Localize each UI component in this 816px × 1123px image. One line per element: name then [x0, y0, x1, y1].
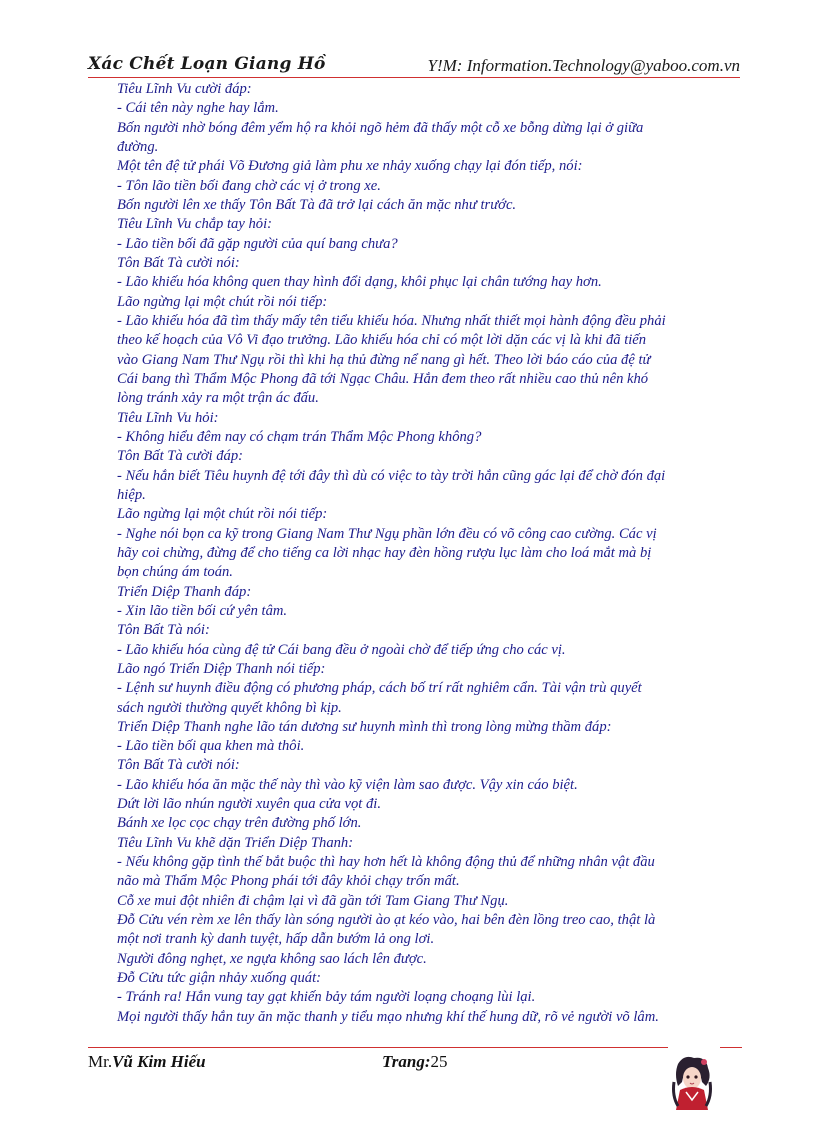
author-name: Vũ Kim Hiếu [112, 1052, 206, 1071]
header-email: Y!M: Information.Technology@yaboo.com.vn [427, 56, 740, 75]
text-line: Mọi người thấy hắn tuy ăn mặc thanh y tiểu mạo nhưng khí thế hung dữ, rõ vẻ người võ lâm. [117, 1008, 659, 1025]
book-title: Xác Chết Loạn Giang Hồ [88, 54, 326, 74]
text-line: - Lão tiền bối qua khen mà thôi. [117, 738, 305, 755]
text-line: Tiêu Lĩnh Vu chắp tay hỏi: [117, 216, 272, 233]
text-line: - Lão khiếu hóa ăn mặc thế này thì vào kỹ viện làm sao được. Vậy xin cáo biệt. [117, 776, 578, 793]
text-line: Tôn Bất Tà cười nói: [117, 254, 240, 271]
text-line: lòng tránh xảy ra một trận ác đấu. [117, 390, 319, 407]
text-line: Lão ngừng lại một chút rồi nói tiếp: [117, 506, 328, 523]
footer-page-number [382, 1052, 448, 1072]
text-line: - Lão khiếu hóa đã tìm thấy mấy tên tiểu khiếu hóa. Nhưng nhất thiết mọi hành động đều phải [117, 312, 666, 329]
text-line: Lão ngó Triển Diệp Thanh nói tiếp: [117, 660, 326, 677]
text-line: Bốn người lên xe thấy Tôn Bất Tà đã trở lại cách ăn mặc như trước. [117, 196, 517, 213]
text-line: Tiêu Lĩnh Vu hỏi: [117, 409, 219, 426]
text-line: sách người thường quyết không bì kịp. [117, 699, 342, 716]
footer-author [88, 1052, 206, 1072]
text-line: - Nếu không gặp tình thế bắt buộc thì hay hơn hết là không động thủ để những nhân vật đầu [117, 854, 655, 871]
anime-figure-illustration [668, 1052, 716, 1112]
text-line: - Xin lão tiền bối cứ yên tâm. [117, 602, 288, 619]
text-line: não mà Thẩm Mộc Phong phái tới đây khỏi chạy trốn mất. [117, 873, 460, 890]
text-line: hãy coi chừng, đừng để cho tiếng ca lời nhạc hay đèn hồng rượu lục làm cho loá mắt mà bị [117, 544, 652, 561]
text-line: Đỗ Cửu vén rèm xe lên thấy làn sóng người ào ạt kéo vào, hai bên đèn lồng treo cao, thật là [117, 912, 656, 929]
text-line: Tiêu Lĩnh Vu cười đáp: [117, 81, 252, 97]
text-line: Bánh xe lọc cọc chạy trên đường phố lớn. [117, 815, 362, 832]
text-line: đường. [117, 138, 159, 155]
story-text [117, 80, 722, 1027]
footer-divider-short [720, 1047, 742, 1048]
header-divider [88, 77, 740, 78]
text-line: Tôn Bất Tà nói: [117, 622, 210, 639]
text-line: Cái bang thì Thẩm Mộc Phong đã tới Ngạc Châu. Hắn đem theo rất nhiều cao thủ nên khó [117, 370, 649, 387]
text-line: - Lão tiền bối đã gặp người của quí bang chưa? [117, 235, 398, 252]
page-label: Trang: [382, 1052, 431, 1071]
author-prefix: Mr. [88, 1052, 113, 1071]
text-line: - Nghe nói bọn ca kỹ trong Giang Nam Thư Ngụ phần lớn đều có võ công cao cường. Các vị [117, 525, 657, 542]
text-line: Cỗ xe mui đột nhiên đi chậm lại vì đã gần tới Tam Giang Thư Ngụ. [117, 892, 509, 909]
text-line: Tiêu Lĩnh Vu khẽ dặn Triển Diệp Thanh: [117, 834, 354, 851]
text-line: Bốn người nhờ bóng đêm yểm hộ ra khỏi ngõ hẻm đã thấy một cỗ xe bỗng dừng lại ở giữa [117, 119, 644, 136]
text-line: vào Giang Nam Thư Ngụ rồi thì khi hạ thủ đừng nể nang gì hết. Theo lời báo cáo của đệ tử [117, 351, 651, 368]
text-line: một nơi tranh kỳ danh tuyệt, hấp dẫn bướm lả ong lơi. [117, 931, 435, 948]
page-number: 25 [430, 1052, 448, 1071]
text-line: Tôn Bất Tà cười đáp: [117, 448, 244, 465]
text-line: - Lão khiếu hóa cùng đệ tử Cái bang đều ở ngoài chờ để tiếp ứng cho các vị. [117, 641, 566, 658]
text-line: bọn chúng ám toán. [117, 564, 233, 581]
text-line: Đỗ Cửu tức giận nhảy xuống quát: [117, 970, 321, 987]
text-line: Một tên đệ tử phái Võ Đương giả làm phu xe nhảy xuống chạy lại đón tiếp, nói: [117, 158, 583, 175]
text-line: - Lão khiếu hóa không quen thay hình đổi dạng, khôi phục lại chân tướng hay hơn. [117, 274, 602, 291]
text-line: - Tránh ra! Hắn vung tay gạt khiến bảy tám người loạng choạng lùi lại. [117, 989, 536, 1006]
text-line: hiệp. [117, 486, 146, 503]
text-line: - Tôn lão tiền bối đang chờ các vị ở trong xe. [117, 177, 381, 194]
text-line: theo kế hoạch của Vô Vi đạo trưởng. Lão khiếu hóa chỉ có một lời dặn các vị là khi đã tiến [117, 332, 647, 349]
text-line: Tôn Bất Tà cười nói: [117, 757, 240, 774]
text-line: Người đông nghẹt, xe ngựa không sao lách lên được. [117, 950, 427, 967]
text-line: - Không hiểu đêm nay có chạm trán Thẩm Mộc Phong không? [117, 428, 482, 445]
text-line: Dứt lời lão nhún người xuyên qua cửa vọt đi. [117, 796, 381, 813]
text-line: Triển Diệp Thanh đáp: [117, 583, 252, 600]
text-line: Triển Diệp Thanh nghe lão tán dương sư huynh mình thì trong lòng mừng thầm đáp: [117, 718, 612, 735]
text-line: - Lệnh sư huynh điều động có phương pháp, cách bố trí rất nghiêm cẩn. Tài vận trù quyết [117, 680, 642, 697]
page-header [88, 50, 740, 80]
text-line: - Cái tên này nghe hay lắm. [117, 100, 279, 117]
footer-divider [88, 1047, 668, 1048]
text-line: - Nếu hắn biết Tiêu huynh đệ tới đây thì dù có việc to tày trời hắn cũng gác lại để chờ đón đại [117, 467, 666, 484]
text-line: Lão ngừng lại một chút rồi nói tiếp: [117, 293, 328, 310]
